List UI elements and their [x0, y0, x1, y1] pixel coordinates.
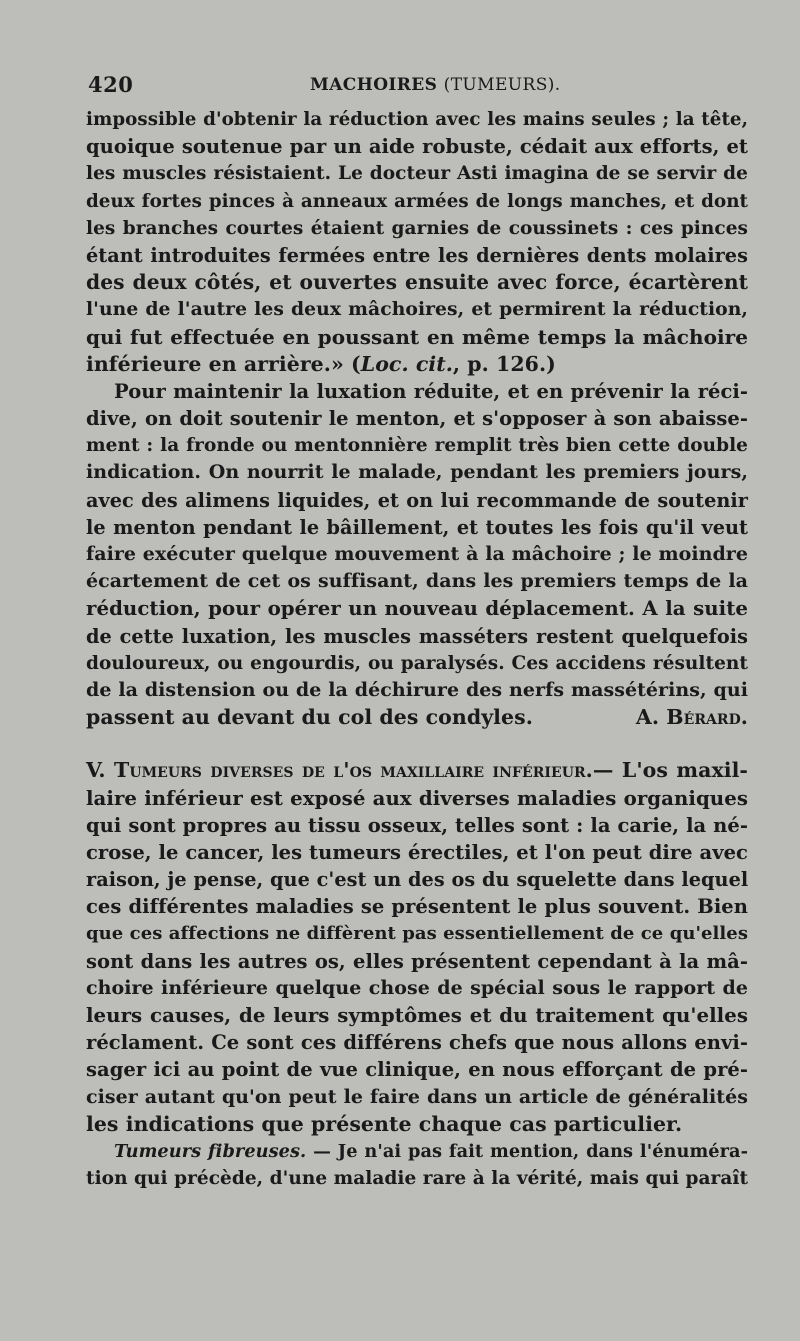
- author-signature: A. Bérard.: [635, 705, 748, 730]
- text-span: passent au devant du col des condyles.: [86, 705, 533, 730]
- page-body: [86, 106, 748, 1192]
- text-span: inférieure en arrière.» (: [86, 351, 361, 376]
- text-line: crose, le cancer, les tumeurs érectiles, et l'on peut dire avec: [86, 840, 748, 864]
- text-line: douloureux, ou engourdis, ou paralysés. Ces accidens résultent: [86, 652, 748, 674]
- text-line: deux fortes pinces à anneaux armées de longs manches, et dont: [86, 190, 748, 212]
- page-number: 420: [88, 72, 134, 97]
- section-heading: V. Tumeurs diverses de l'os maxillaire inférieur.: [86, 758, 593, 783]
- text-line: dive, on doit soutenir le menton, et s'opposer à son abaisse-: [86, 407, 748, 431]
- text-line: de cette luxation, les muscles masséters restent quelquefois: [86, 624, 748, 648]
- text-line: qui sont propres au tissu osseux, telles sont : la carie, la né-: [86, 813, 748, 837]
- text-line: Pour maintenir la luxation réduite, et en prévenir la réci-: [114, 379, 748, 403]
- text-line: les muscles résistaient. Le docteur Asti imagina de se servir de: [86, 163, 748, 185]
- text-line: sont dans les autres os, elles présentent cependant à la mâ-: [86, 949, 748, 973]
- paragraph-fibrous-tumors: [86, 1138, 748, 1192]
- running-head-sub: (TUMEURS).: [443, 75, 561, 95]
- section-five: [86, 757, 748, 1138]
- text-line: indication. On nourrit le malade, pendant les premiers jours,: [86, 461, 748, 484]
- text-line: l'une de l'autre les deux mâchoires, et permirent la réduction,: [86, 298, 748, 321]
- text-line: tion qui précède, d'une maladie rare à la vérité, mais qui paraît: [86, 1168, 749, 1190]
- paragraph-continuation: [86, 106, 748, 378]
- text-span: — L'os maxil-: [592, 758, 748, 783]
- text-line: [86, 704, 748, 731]
- text-line: leurs causes, de leurs symptômes et du traitement qu'elles: [86, 1003, 748, 1027]
- running-head-main: MACHOIRES: [310, 75, 438, 95]
- text-line: le menton pendant le bâillement, et toutes les fois qu'il veut: [86, 515, 748, 539]
- text-line: impossible d'obtenir la réduction avec les mains seules ; la tête,: [86, 109, 748, 130]
- text-line: ment : la fronde ou mentonnière remplit très bien cette double: [86, 435, 748, 457]
- running-head: [310, 75, 561, 95]
- text-line: écartement de cet os suffisant, dans les premiers temps de la: [86, 570, 748, 593]
- text-line: [86, 757, 748, 784]
- text-line: [86, 351, 748, 378]
- text-line: laire inférieur est exposé aux diverses maladies organiques: [86, 785, 748, 810]
- paragraph-luxation: [86, 378, 748, 731]
- text-line: raison, je pense, que c'est un des os du squelette dans lequel: [86, 868, 749, 892]
- text-line: que ces affections ne diffèrent pas essentiellement de ce qu'elles: [86, 923, 748, 945]
- text-line: faire exécuter quelque mouvement à la mâchoire ; le moindre: [86, 543, 748, 565]
- text-line: réduction, pour opérer un nouveau déplacement. A la suite: [86, 596, 748, 621]
- section-gap: [86, 731, 748, 757]
- text-span: , p. 126.): [452, 351, 556, 376]
- text-line: avec des alimens liquides, et on lui recommande de soutenir: [86, 488, 748, 512]
- text-line: réclament. Ce sont ces différens chefs que nous allons envi-: [86, 1031, 748, 1055]
- text-span: — Je n'ai pas fait mention, dans l'énuméra-: [306, 1140, 748, 1162]
- text-line: étant introduites fermées entre les dernières dents molaires: [86, 243, 748, 267]
- text-line: qui fut effectuée en poussant en même temps la mâchoire: [86, 324, 748, 349]
- page-header: [88, 72, 748, 102]
- text-line: de la distension ou de la déchirure des nerfs massétérins, qui: [86, 678, 748, 701]
- text-line: quoique soutenue par un aide robuste, cédait aux efforts, et: [86, 135, 748, 159]
- citation: Loc. cit.: [360, 351, 453, 376]
- text-line: [86, 1138, 748, 1165]
- text-line: les branches courtes étaient garnies de coussinets : ces pinces: [86, 217, 748, 239]
- subsection-lead: Tumeurs fibreuses.: [114, 1140, 307, 1162]
- text-line: sager ici au point de vue clinique, en nous efforçant de pré-: [86, 1058, 748, 1082]
- text-line: ces différentes maladies se présentent le plus souvent. Bien: [86, 895, 748, 919]
- text-line: les indications que présente chaque cas particulier.: [86, 1111, 683, 1136]
- text-line: choire inférieure quelque chose de spécial sous le rapport de: [86, 976, 748, 999]
- text-line: des deux côtés, et ouvertes ensuite avec force, écartèrent: [86, 270, 748, 295]
- text-line: ciser autant qu'on peut le faire dans un article de généralités: [86, 1085, 748, 1108]
